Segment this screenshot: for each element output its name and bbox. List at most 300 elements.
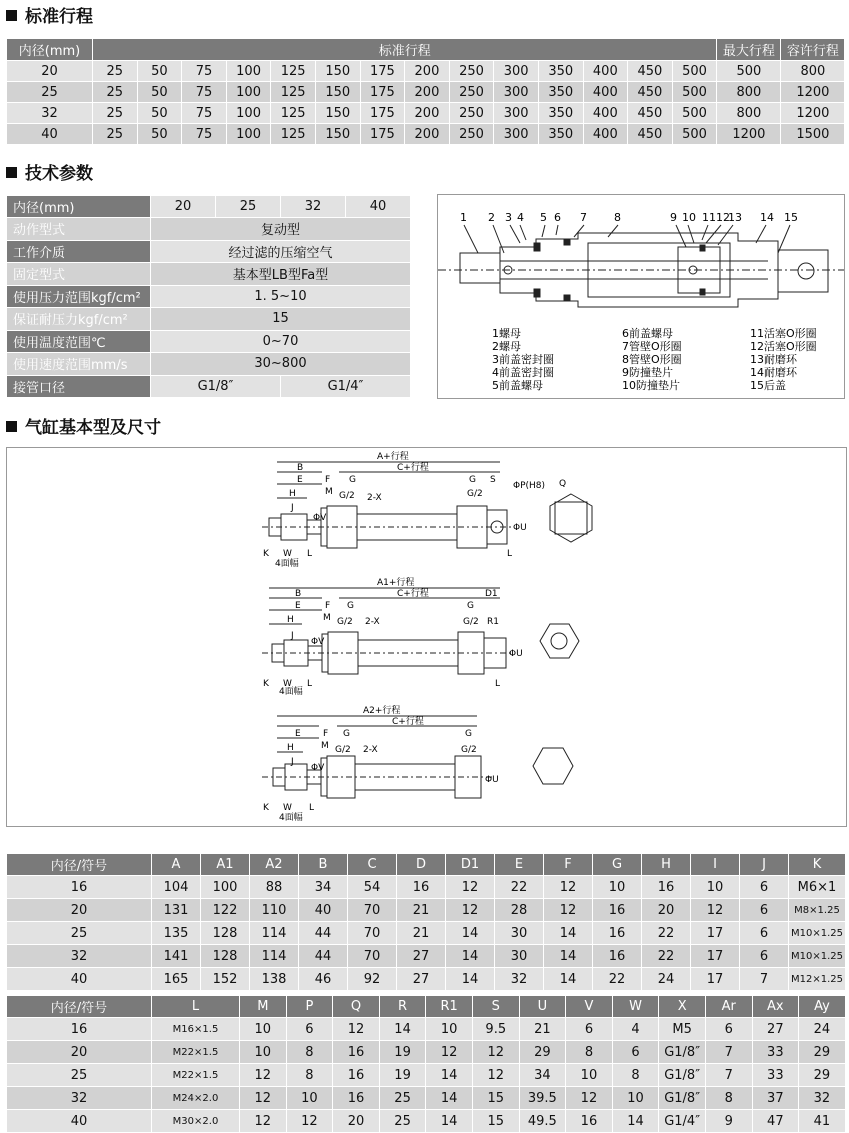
dim-label-wrench2: 4面幅	[279, 687, 303, 697]
dim-label-m: M	[325, 487, 333, 497]
table-cell: 150	[315, 124, 360, 145]
part-number: 7	[580, 211, 587, 224]
part-legend-item: 13耐磨环	[750, 353, 797, 366]
table-cell: 500	[717, 61, 781, 82]
table-cell: 16	[593, 945, 642, 968]
table-cell: 28	[495, 899, 544, 922]
dim-label-k2: K	[263, 679, 269, 689]
table-cell: 25	[93, 61, 138, 82]
tech-value: 复动型	[151, 218, 411, 241]
table-cell: 40	[7, 124, 93, 145]
table-row	[7, 218, 411, 241]
tech-bore-value: 32	[281, 196, 346, 218]
part-legend-item: 6前盖螺母	[622, 327, 673, 340]
table-cell: 88	[250, 876, 299, 899]
table-cell: 29	[519, 1041, 566, 1064]
dim-label-m2: M	[323, 613, 331, 623]
table-cell: 25	[93, 124, 138, 145]
table-cell: 200	[405, 103, 450, 124]
tech-value: 基本型LB型Fa型	[151, 263, 411, 286]
table-row	[7, 1087, 846, 1110]
table-cell: 500	[672, 103, 717, 124]
header-cell: H	[642, 854, 691, 876]
table-cell: 175	[360, 61, 405, 82]
table-cell: 10	[426, 1018, 473, 1041]
header-cell: B	[299, 854, 348, 876]
dim-label-v: ΦV	[313, 513, 327, 523]
dim-label-c2: C+行程	[397, 589, 429, 599]
header-standard-stroke: 标准行程	[93, 39, 717, 61]
part-legend-item: 5前盖螺母	[492, 379, 543, 392]
table-row	[7, 240, 411, 263]
table-cell: 33	[752, 1041, 799, 1064]
dim-label-g2: G/2	[339, 491, 355, 501]
header-cell: L	[152, 996, 240, 1018]
dim-label-h2: H	[287, 615, 294, 625]
table-cell: 22	[642, 945, 691, 968]
part-legend-item: 9防撞垫片	[622, 366, 673, 379]
dim-label-v2: ΦV	[311, 637, 325, 647]
part-number: 2	[488, 211, 495, 224]
table-cell: 40	[7, 968, 152, 991]
dim-label-wrench3: 4面幅	[279, 813, 303, 823]
table-cell: 27	[752, 1018, 799, 1041]
table-cell: 14	[379, 1018, 426, 1041]
table-cell: 100	[201, 876, 250, 899]
table-cell: 39.5	[519, 1087, 566, 1110]
table-cell: 125	[271, 82, 316, 103]
table-cell: 114	[250, 922, 299, 945]
table-cell: 12	[333, 1018, 380, 1041]
part-legend-item: 3前盖密封圈	[492, 353, 554, 366]
table-row	[7, 945, 846, 968]
table-cell: 22	[495, 876, 544, 899]
table-cell: 70	[348, 945, 397, 968]
table-cell: G1/8″	[659, 1087, 706, 1110]
table-cell: 14	[544, 968, 593, 991]
table-cell: 25	[93, 82, 138, 103]
header-cell: Ax	[752, 996, 799, 1018]
table-cell: 21	[519, 1018, 566, 1041]
table-cell: 50	[137, 82, 182, 103]
table-cell: 16	[397, 876, 446, 899]
table-cell: M8×1.25	[789, 899, 846, 922]
part-number: 1	[460, 211, 467, 224]
table-row	[7, 61, 845, 82]
table-cell: 100	[226, 82, 271, 103]
table-cell: 131	[152, 899, 201, 922]
part-number: 10	[682, 211, 696, 224]
table-cell: M10×1.25	[789, 922, 846, 945]
part-legend-item: 2螺母	[492, 340, 521, 353]
table-cell: 450	[628, 61, 673, 82]
dim-label-g-right: G	[469, 475, 476, 485]
dim-label-x2: 2-X	[365, 617, 380, 627]
table-cell: 141	[152, 945, 201, 968]
table-cell: M24×2.0	[152, 1087, 240, 1110]
dim-label-f2: F	[325, 601, 331, 611]
table-cell: 16	[7, 876, 152, 899]
table-cell: 6	[612, 1041, 659, 1064]
table-cell: 14	[426, 1087, 473, 1110]
table-cell: 150	[315, 103, 360, 124]
table-cell: 22	[642, 922, 691, 945]
tech-label: 固定型式	[7, 263, 151, 286]
dim-label-h3: H	[287, 743, 294, 753]
table-cell: 12	[286, 1110, 333, 1133]
table-cell: 200	[405, 124, 450, 145]
table-cell: 450	[628, 82, 673, 103]
table-cell: 75	[182, 61, 227, 82]
table-cell: 12	[544, 876, 593, 899]
table-cell: M30×2.0	[152, 1110, 240, 1133]
table-cell: 20	[7, 61, 93, 82]
table-cell: 14	[446, 922, 495, 945]
table-cell: 12	[691, 899, 740, 922]
dim-label-u: ΦU	[513, 523, 527, 533]
table-row	[7, 1041, 846, 1064]
table-cell: 350	[538, 61, 583, 82]
table-cell: 300	[494, 124, 539, 145]
table-row	[7, 308, 411, 331]
header-cell: X	[659, 996, 706, 1018]
dim-label-w3: W	[283, 803, 292, 813]
table-cell: 70	[348, 899, 397, 922]
table-cell: 9	[705, 1110, 752, 1133]
table-cell: 20	[7, 1041, 152, 1064]
table-cell: 10	[240, 1018, 287, 1041]
dim-label-g-3: G	[343, 729, 350, 739]
table-cell: 37	[752, 1087, 799, 1110]
table-cell: 16	[593, 922, 642, 945]
table-cell: 32	[799, 1087, 846, 1110]
table-cell: 500	[672, 124, 717, 145]
table-cell: 500	[672, 82, 717, 103]
table-cell: 33	[752, 1064, 799, 1087]
table-cell: M12×1.25	[789, 968, 846, 991]
dim-label-u3: ΦU	[485, 775, 499, 785]
table-cell: 24	[799, 1018, 846, 1041]
table-cell: 400	[583, 103, 628, 124]
table-cell: 450	[628, 124, 673, 145]
header-max-stroke: 最大行程	[717, 39, 781, 61]
table-cell: 14	[426, 1064, 473, 1087]
table-cell: 16	[642, 876, 691, 899]
table-cell: 350	[538, 124, 583, 145]
tech-label: 工作介质	[7, 240, 151, 263]
dim-label-g2-right: G/2	[467, 489, 483, 499]
table-cell: 10	[691, 876, 740, 899]
table-cell: M22×1.5	[152, 1064, 240, 1087]
dim-label-k3: K	[263, 803, 269, 813]
tech-value: 30~800	[151, 353, 411, 376]
table-cell: 138	[250, 968, 299, 991]
table-row	[7, 1064, 846, 1087]
header-allowed-stroke: 容许行程	[781, 39, 845, 61]
table-cell: 175	[360, 124, 405, 145]
table-cell: 12	[472, 1041, 519, 1064]
table-cell: 20	[642, 899, 691, 922]
table-row	[7, 103, 845, 124]
table-cell: 7	[705, 1041, 752, 1064]
header-cell: 内径/符号	[7, 854, 152, 876]
dimension-drawings	[7, 448, 846, 826]
part-number: 3	[505, 211, 512, 224]
table-cell: 14	[544, 945, 593, 968]
table-cell: 175	[360, 82, 405, 103]
table-cell: 17	[691, 945, 740, 968]
dim-label-g2-3r: G/2	[461, 745, 477, 755]
dim-label-j: J	[291, 503, 294, 513]
dim-label-a2: A2+行程	[363, 706, 401, 716]
table-cell: 128	[201, 922, 250, 945]
table-cell: 44	[299, 922, 348, 945]
table-cell: 16	[333, 1041, 380, 1064]
table-cell: 25	[93, 103, 138, 124]
table-cell: 1500	[781, 124, 845, 145]
table-cell: 92	[348, 968, 397, 991]
table-cell: 32	[7, 1087, 152, 1110]
table-cell: 100	[226, 124, 271, 145]
table-cell: 12	[240, 1064, 287, 1087]
header-bore: 内径(mm)	[7, 39, 93, 61]
tech-label: 使用温度范围℃	[7, 330, 151, 353]
table-cell: M6×1	[789, 876, 846, 899]
table-cell: 114	[250, 945, 299, 968]
table-cell: 17	[691, 968, 740, 991]
tech-bore-value: 40	[346, 196, 411, 218]
header-cell: A2	[250, 854, 299, 876]
dim-label-g2-2: G/2	[337, 617, 353, 627]
part-legend-item: 15后盖	[750, 379, 786, 392]
table-cell: 152	[201, 968, 250, 991]
table-cell: 400	[583, 82, 628, 103]
section-title-tech: 技术参数	[6, 162, 93, 186]
tech-bore-value: 20	[151, 196, 216, 218]
parts-diagram-box	[437, 194, 845, 399]
table-cell: 8	[286, 1041, 333, 1064]
table-cell: 165	[152, 968, 201, 991]
table-cell: 104	[152, 876, 201, 899]
table-cell: 122	[201, 899, 250, 922]
table-cell: 135	[152, 922, 201, 945]
table-cell: 25	[7, 922, 152, 945]
dim-label-l3: L	[309, 803, 315, 813]
table-cell: 32	[7, 945, 152, 968]
table-cell: 41	[799, 1110, 846, 1133]
table-row	[7, 285, 411, 308]
table-cell: 12	[566, 1087, 613, 1110]
table-cell: 6	[286, 1018, 333, 1041]
table-row	[7, 922, 846, 945]
table-row	[7, 1110, 846, 1133]
dim-label-e: E	[297, 475, 303, 485]
table-cell: 8	[612, 1064, 659, 1087]
table-cell: 12	[446, 876, 495, 899]
part-number: 11	[702, 211, 716, 224]
dim-label-x: 2-X	[367, 493, 382, 503]
dim-label-q: Q	[559, 479, 567, 489]
header-cell: W	[612, 996, 659, 1018]
tech-value: 经过滤的压缩空气	[151, 240, 411, 263]
tech-value: 0~70	[151, 330, 411, 353]
tech-port-b: G1/4″	[281, 375, 411, 397]
table-cell: 250	[449, 103, 494, 124]
table-cell: 16	[593, 899, 642, 922]
dim-label-l-right: L	[507, 549, 513, 559]
table-cell: 6	[740, 945, 789, 968]
dim-label-g-2r: G	[467, 601, 474, 611]
table-cell: 100	[226, 103, 271, 124]
table-cell: 20	[7, 899, 152, 922]
dim-label-a1: A1+行程	[377, 578, 415, 588]
table-cell: 17	[691, 922, 740, 945]
header-cell: V	[566, 996, 613, 1018]
dim-label-e2: E	[295, 601, 301, 611]
table-cell: 16	[333, 1064, 380, 1087]
table-cell: 25	[7, 82, 93, 103]
part-number: 8	[614, 211, 621, 224]
table-row	[7, 124, 845, 145]
table-cell: 300	[494, 61, 539, 82]
header-cell: R	[379, 996, 426, 1018]
table-cell: 50	[137, 103, 182, 124]
dim-label-x3: 2-X	[363, 745, 378, 755]
dim-label-l2r: L	[495, 679, 501, 689]
dim-label-b: B	[297, 463, 304, 473]
table-cell: 300	[494, 82, 539, 103]
table-cell: 21	[397, 922, 446, 945]
table-cell: 350	[538, 82, 583, 103]
part-number: 6	[554, 211, 561, 224]
table-cell: 14	[544, 922, 593, 945]
table-cell: 150	[315, 82, 360, 103]
dim-label-m3: M	[321, 741, 329, 751]
dim-label-d1: D1	[485, 589, 498, 599]
table-cell: 14	[446, 968, 495, 991]
table-row	[7, 263, 411, 286]
dim-label-r1: R1	[487, 617, 499, 627]
header-cell: I	[691, 854, 740, 876]
table-cell: M5	[659, 1018, 706, 1041]
table-cell: 500	[672, 61, 717, 82]
table-row	[7, 876, 846, 899]
table-cell: 40	[299, 899, 348, 922]
table-cell: 75	[182, 82, 227, 103]
table-cell: 29	[799, 1041, 846, 1064]
table-cell: 50	[137, 61, 182, 82]
dim-label-l2: L	[307, 679, 313, 689]
table-cell: 7	[705, 1064, 752, 1087]
header-cell: Ay	[799, 996, 846, 1018]
table-cell: 25	[379, 1110, 426, 1133]
table-cell: 32	[7, 103, 93, 124]
part-legend-item: 7管壁O形圈	[622, 340, 682, 353]
table-cell: 21	[397, 899, 446, 922]
table-cell: 300	[494, 103, 539, 124]
part-legend-item: 14耐磨环	[750, 366, 797, 379]
table-cell: 75	[182, 103, 227, 124]
dim-label-l: L	[307, 549, 313, 559]
tech-label: 保证耐压力kgf/cm²	[7, 308, 151, 331]
table-cell: 7	[740, 968, 789, 991]
table-cell: 10	[566, 1064, 613, 1087]
stroke-table	[6, 38, 845, 145]
table-cell: 15	[472, 1110, 519, 1133]
tech-value: 1. 5~10	[151, 285, 411, 308]
tech-label: 使用速度范围mm/s	[7, 353, 151, 376]
header-cell: S	[472, 996, 519, 1018]
dim-label-f3: F	[323, 729, 329, 739]
table-cell: 9.5	[472, 1018, 519, 1041]
table-cell: 24	[642, 968, 691, 991]
header-cell: A1	[201, 854, 250, 876]
table-cell: 16	[566, 1110, 613, 1133]
table-cell: 12	[446, 899, 495, 922]
table-cell: 14	[446, 945, 495, 968]
table-cell: 110	[250, 899, 299, 922]
tech-params-table	[6, 195, 411, 398]
table-cell: 54	[348, 876, 397, 899]
dim-label-g2-3: G/2	[335, 745, 351, 755]
table-cell: 8	[705, 1087, 752, 1110]
tech-value: 15	[151, 308, 411, 331]
table-cell: 16	[333, 1087, 380, 1110]
dim-label-s: S	[490, 475, 496, 485]
dim-label-u2: ΦU	[509, 649, 523, 659]
table-cell: 44	[299, 945, 348, 968]
table-cell: M22×1.5	[152, 1041, 240, 1064]
table-cell: 14	[612, 1110, 659, 1133]
dim-label-g-3r: G	[465, 729, 472, 739]
table-cell: G1/8″	[659, 1064, 706, 1087]
table-cell: 49.5	[519, 1110, 566, 1133]
part-number: 12	[716, 211, 730, 224]
table-cell: 125	[271, 124, 316, 145]
table-row	[7, 899, 846, 922]
header-cell: U	[519, 996, 566, 1018]
table-cell: 200	[405, 61, 450, 82]
header-cell: F	[544, 854, 593, 876]
table-cell: 14	[426, 1110, 473, 1133]
table-cell: 400	[583, 124, 628, 145]
section-title-stroke: 标准行程	[6, 5, 93, 29]
dim-label-v3: ΦV	[311, 763, 325, 773]
dim-label-g-2: G	[347, 601, 354, 611]
part-legend-item: 4前盖密封圈	[492, 366, 554, 379]
table-cell: 12	[240, 1110, 287, 1133]
table-cell: 16	[7, 1018, 152, 1041]
table-cell: 19	[379, 1064, 426, 1087]
tech-label: 使用压力范围kgf/cm²	[7, 285, 151, 308]
table-cell: 10	[593, 876, 642, 899]
dim-label-w: W	[283, 549, 292, 559]
table-cell: G1/4″	[659, 1110, 706, 1133]
table-cell: 19	[379, 1041, 426, 1064]
header-cell: J	[740, 854, 789, 876]
table-cell: 8	[286, 1064, 333, 1087]
table-cell: 450	[628, 103, 673, 124]
table-cell: 1200	[781, 103, 845, 124]
tech-bore-value: 25	[216, 196, 281, 218]
table-row	[7, 330, 411, 353]
table-cell: 34	[299, 876, 348, 899]
table-cell: 800	[717, 103, 781, 124]
dim-label-j3: J	[291, 757, 294, 767]
part-legend-item: 1螺母	[492, 327, 521, 340]
table-cell: 20	[333, 1110, 380, 1133]
table-row	[7, 82, 845, 103]
